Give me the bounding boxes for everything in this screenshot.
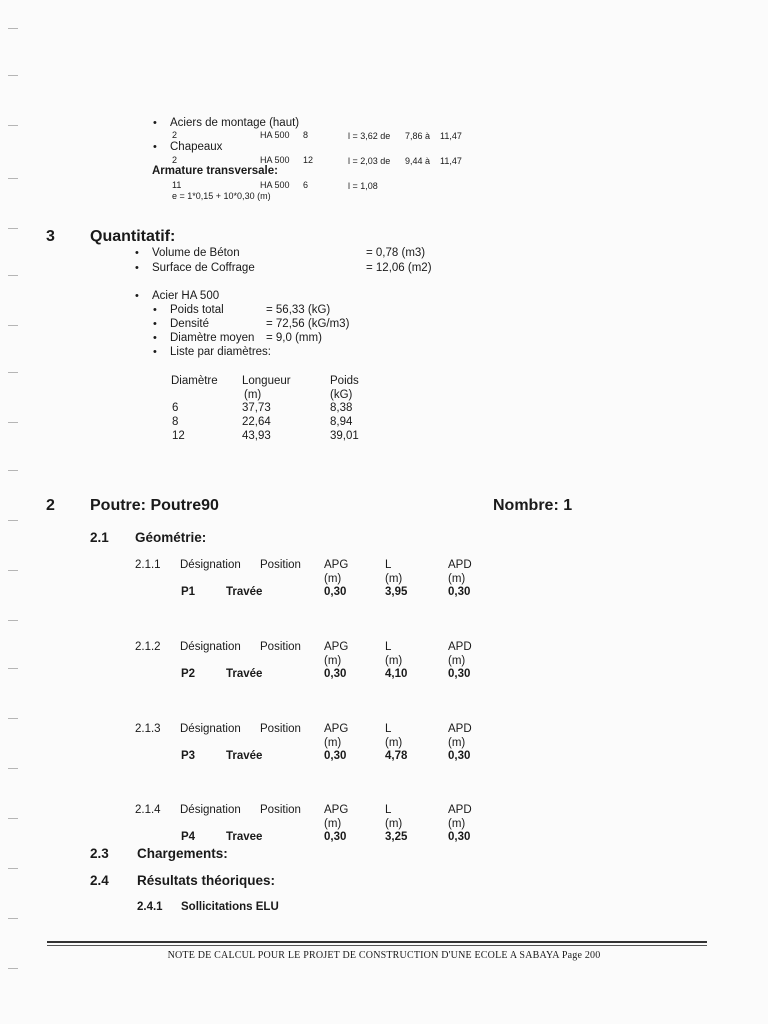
unit-apd: (m) bbox=[448, 573, 466, 585]
col-l: L bbox=[385, 559, 392, 571]
unit-apg: (m) bbox=[324, 818, 342, 830]
diametre-value: = 9,0 (mm) bbox=[266, 332, 322, 344]
table-header-diametre: Diamètre bbox=[171, 375, 218, 387]
transversale-spacing: e = 1*0,15 + 10*0,30 (m) bbox=[172, 191, 271, 201]
col-apg: APG bbox=[324, 804, 349, 816]
geometrie-number: 2.1 bbox=[90, 530, 109, 545]
span-position: Travée bbox=[226, 668, 263, 680]
chapeaux-n: 2 bbox=[172, 155, 178, 165]
col-apg: APG bbox=[324, 723, 349, 735]
col-apd: APD bbox=[448, 804, 472, 816]
transversale-n: 11 bbox=[172, 180, 182, 190]
unit-apd: (m) bbox=[448, 655, 466, 667]
span-apg: 0,30 bbox=[324, 586, 347, 598]
unit-apg: (m) bbox=[324, 737, 342, 749]
span-name: P4 bbox=[181, 831, 196, 843]
span-number: 2.1.4 bbox=[135, 804, 161, 816]
beton-value: = 0,78 (m3) bbox=[366, 247, 426, 259]
span-name: P1 bbox=[181, 586, 196, 598]
span-block bbox=[0, 723, 768, 773]
unit-l: (m) bbox=[385, 737, 403, 749]
footer-divider bbox=[47, 945, 707, 946]
chapeaux-from: 9,44 à bbox=[405, 156, 431, 166]
chapeaux-steel: HA 500 bbox=[260, 155, 290, 165]
span-apg: 0,30 bbox=[324, 668, 347, 680]
resultats-title: Résultats théoriques: bbox=[137, 873, 276, 888]
sollicitations-number: 2.4.1 bbox=[137, 901, 163, 913]
col-apd: APD bbox=[448, 641, 472, 653]
span-block bbox=[0, 641, 768, 691]
table-cell: 39,01 bbox=[330, 430, 359, 442]
transversale-dia: 6 bbox=[303, 180, 309, 190]
transversale-steel: HA 500 bbox=[260, 180, 290, 190]
span-position: Travée bbox=[226, 750, 263, 762]
footer-divider bbox=[47, 941, 707, 943]
montage-range: l = 3,62 de bbox=[348, 131, 391, 141]
unit-l: (m) bbox=[385, 818, 403, 830]
montage-from: 7,86 à bbox=[405, 131, 431, 141]
poutre-title: Poutre: Poutre90 bbox=[90, 497, 219, 514]
span-position: Travee bbox=[226, 831, 263, 843]
span-apg: 0,30 bbox=[324, 831, 347, 843]
span-block bbox=[0, 804, 768, 854]
span-name: P2 bbox=[181, 668, 196, 680]
col-position: Position bbox=[260, 804, 301, 816]
chapeaux-label: • Chapeaux bbox=[170, 141, 222, 153]
span-name: P3 bbox=[181, 750, 196, 762]
table-cell: 22,64 bbox=[242, 416, 271, 428]
geometrie-title: Géométrie: bbox=[135, 530, 207, 545]
beton-label: • Volume de Béton bbox=[152, 247, 240, 259]
span-position: Travée bbox=[226, 586, 263, 598]
transversale-title: Armature transversale: bbox=[152, 165, 278, 177]
unit-apg: (m) bbox=[324, 655, 342, 667]
diametre-label: • Diamètre moyen bbox=[170, 332, 254, 344]
table-cell: 8,94 bbox=[330, 416, 353, 428]
unit-apd: (m) bbox=[448, 818, 466, 830]
coffrage-label: • Surface de Coffrage bbox=[152, 262, 255, 274]
section-title: Quantitatif: bbox=[90, 228, 176, 245]
span-l: 4,78 bbox=[385, 750, 408, 762]
densite-label: • Densité bbox=[170, 318, 209, 330]
poids-label: • Poids total bbox=[170, 304, 224, 316]
table-cell: 8 bbox=[172, 416, 179, 428]
montage-steel: HA 500 bbox=[260, 130, 290, 140]
col-position: Position bbox=[260, 723, 301, 735]
table-header-poids-unit: (kG) bbox=[330, 389, 353, 401]
poids-value: = 56,33 (kG) bbox=[266, 304, 331, 316]
coffrage-value: = 12,06 (m2) bbox=[366, 262, 432, 274]
resultats-number: 2.4 bbox=[90, 873, 109, 888]
sollicitations-title: Sollicitations ELU bbox=[181, 901, 279, 913]
col-designation: Désignation bbox=[180, 559, 241, 571]
col-apg: APG bbox=[324, 641, 349, 653]
col-designation: Désignation bbox=[180, 723, 241, 735]
span-l: 4,10 bbox=[385, 668, 408, 680]
montage-dia: 8 bbox=[303, 130, 309, 140]
montage-n: 2 bbox=[172, 130, 178, 140]
montage-label: • Aciers de montage (haut) bbox=[170, 117, 299, 129]
span-number: 2.1.1 bbox=[135, 559, 161, 571]
span-number: 2.1.3 bbox=[135, 723, 161, 735]
span-l: 3,25 bbox=[385, 831, 408, 843]
span-l: 3,95 bbox=[385, 586, 408, 598]
col-apg: APG bbox=[324, 559, 349, 571]
span-apd: 0,30 bbox=[448, 831, 471, 843]
transversale-range: l = 1,08 bbox=[348, 181, 378, 191]
liste-label: • Liste par diamètres: bbox=[170, 346, 271, 358]
table-cell: 8,38 bbox=[330, 402, 353, 414]
span-apg: 0,30 bbox=[324, 750, 347, 762]
unit-l: (m) bbox=[385, 655, 403, 667]
chapeaux-to: 11,47 bbox=[440, 156, 462, 166]
page-footer: NOTE DE CALCUL POUR LE PROJET DE CONSTRUCTION D'UNE ECOLE A SABAYA Page 200 bbox=[167, 950, 601, 961]
col-l: L bbox=[385, 804, 392, 816]
table-cell: 12 bbox=[172, 430, 185, 442]
chargements-title: Chargements: bbox=[137, 846, 228, 861]
poutre-number: 2 bbox=[46, 497, 55, 514]
col-apd: APD bbox=[448, 559, 472, 571]
span-apd: 0,30 bbox=[448, 668, 471, 680]
unit-l: (m) bbox=[385, 573, 403, 585]
col-apd: APD bbox=[448, 723, 472, 735]
col-designation: Désignation bbox=[180, 641, 241, 653]
table-header-longueur-unit: (m) bbox=[244, 389, 262, 401]
chapeaux-range: l = 2,03 de bbox=[348, 156, 391, 166]
table-header-longueur: Longueur bbox=[242, 375, 291, 387]
table-cell: 6 bbox=[172, 402, 179, 414]
montage-to: 11,47 bbox=[440, 131, 462, 141]
chapeaux-dia: 12 bbox=[303, 155, 314, 165]
col-position: Position bbox=[260, 641, 301, 653]
span-block bbox=[0, 559, 768, 609]
table-cell: 43,93 bbox=[242, 430, 271, 442]
col-l: L bbox=[385, 641, 392, 653]
col-l: L bbox=[385, 723, 392, 735]
col-position: Position bbox=[260, 559, 301, 571]
table-cell: 37,73 bbox=[242, 402, 271, 414]
col-designation: Désignation bbox=[180, 804, 241, 816]
section-number: 3 bbox=[46, 228, 55, 245]
chargements-number: 2.3 bbox=[90, 846, 109, 861]
poutre-nombre: Nombre: 1 bbox=[493, 497, 573, 514]
unit-apg: (m) bbox=[324, 573, 342, 585]
span-apd: 0,30 bbox=[448, 750, 471, 762]
span-number: 2.1.2 bbox=[135, 641, 161, 653]
acier-label: • Acier HA 500 bbox=[152, 290, 219, 302]
unit-apd: (m) bbox=[448, 737, 466, 749]
densite-value: = 72,56 (kG/m3) bbox=[266, 318, 350, 330]
span-apd: 0,30 bbox=[448, 586, 471, 598]
table-header-poids: Poids bbox=[330, 375, 359, 387]
